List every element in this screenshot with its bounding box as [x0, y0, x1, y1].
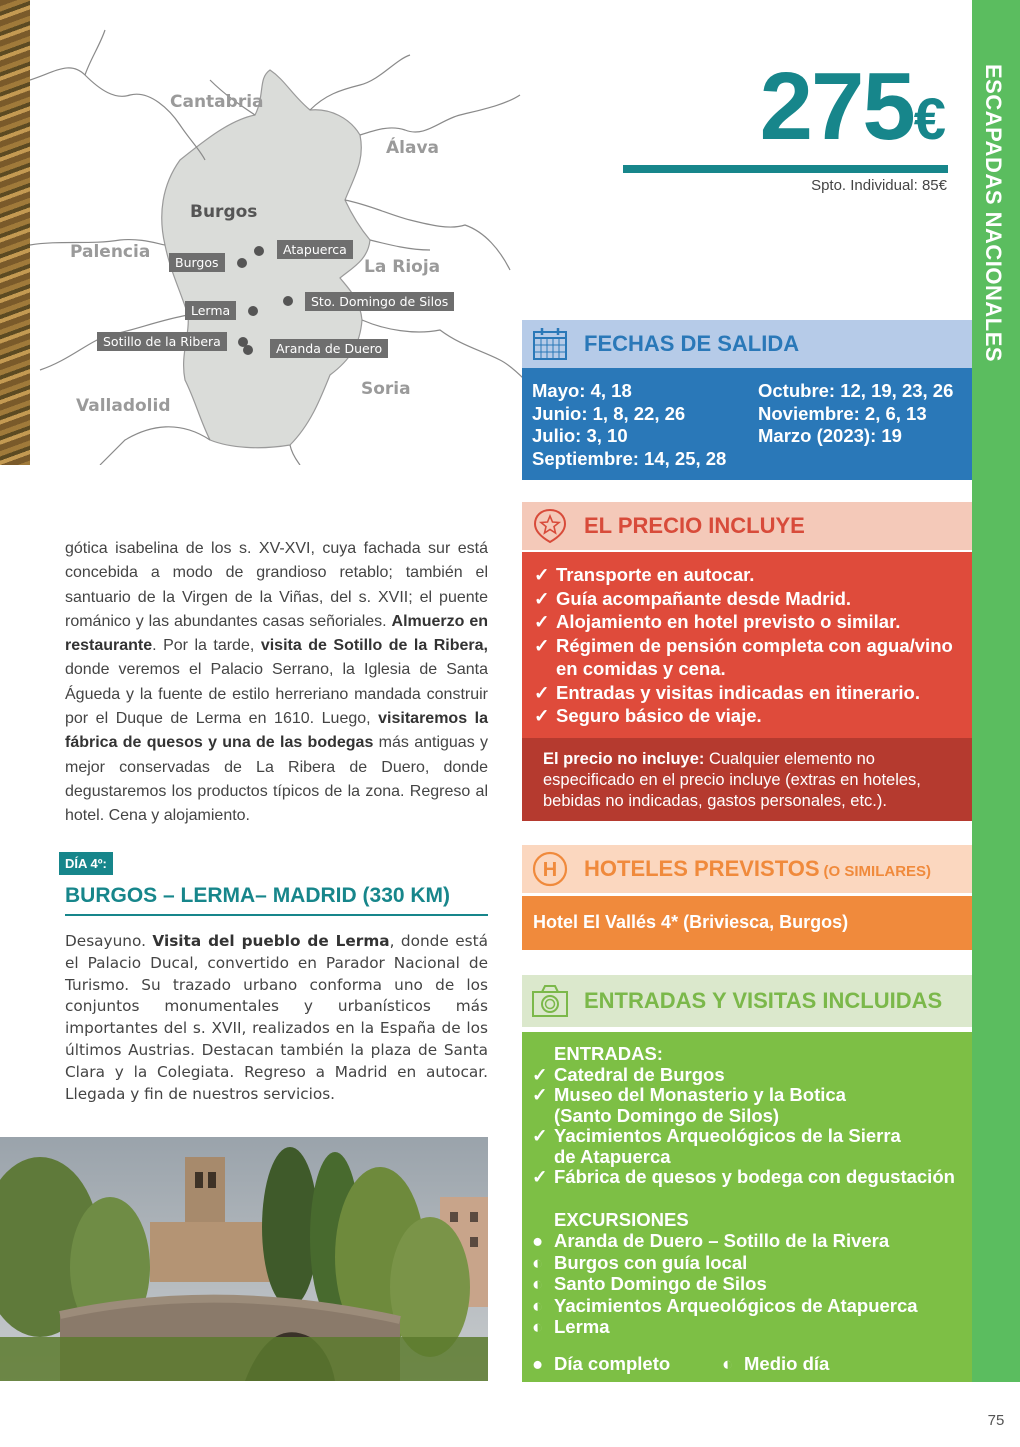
- calendar-icon: [528, 322, 572, 366]
- bold-text-run: visitaremos la fábrica de quesos y una de las bodegas: [65, 710, 488, 752]
- list-item-continuation: de Atapuerca: [554, 1145, 671, 1167]
- date-row: Septiembre: 14, 25, 28: [532, 447, 727, 469]
- page-number: 75: [987, 1412, 1005, 1429]
- date-row: Junio: 1, 8, 22, 26: [532, 402, 686, 424]
- map-place-tag: Sotillo de la Ribera: [97, 332, 227, 351]
- route-map: [30, 0, 525, 465]
- check-icon: ✓: [534, 587, 550, 609]
- section-sidebar: [972, 0, 1020, 1447]
- list-item: ✓ Régimen de pensión completa con agua/vino en comidas y cena.: [534, 634, 953, 679]
- check-icon: ✓: [532, 1166, 548, 1187]
- check-icon: ✓: [532, 1063, 548, 1085]
- map-place-tag: Burgos: [169, 253, 225, 272]
- legend-full-day: Día completo: [554, 1352, 671, 1374]
- hotels-header: [522, 845, 972, 893]
- hotels-title: HOTELES PREVISTOS: [584, 856, 820, 881]
- legend: [532, 1354, 962, 1375]
- price-currency: €: [913, 87, 946, 152]
- date-row: Octubre: 12, 19, 23, 26: [758, 380, 954, 401]
- half-day-icon: ◐: [722, 1352, 734, 1374]
- text-run: donde veremos el Palacio Serrano, la Iglesia de Santa Águeda y la fuente de estilo herreriano mandada construir por el Duque de Lerma en 1610. Luego,: [65, 661, 488, 728]
- list-item: ● Aranda de Duero – Sotillo de la Rivera: [532, 1230, 890, 1251]
- check-icon: ✓: [534, 634, 550, 656]
- map-region-label: Soria: [361, 379, 411, 399]
- excursions-label: EXCURSIONES: [554, 1208, 689, 1230]
- half-day-icon: ◐: [532, 1316, 544, 1337]
- list-item: ◐ Lerma: [532, 1316, 610, 1337]
- text-run: . Por la tarde,: [152, 637, 261, 655]
- camera-icon: [528, 979, 572, 1023]
- entries-label: ENTRADAS:: [554, 1043, 663, 1064]
- visits-title: ENTRADAS Y VISITAS INCLUIDAS: [584, 988, 943, 1013]
- bold-text-run: Visita del pueblo de Lerma: [152, 932, 390, 950]
- departure-dates-list: [522, 368, 972, 480]
- visits-header: [522, 975, 972, 1027]
- map-dot: [248, 306, 258, 316]
- bold-text-run: Almuerzo en restaurante: [65, 612, 489, 655]
- side-photo: [0, 0, 30, 465]
- text-run: Desayuno.: [65, 932, 153, 950]
- half-day-icon: ◐: [532, 1251, 544, 1273]
- list-item: ✓ Seguro básico de viaje.: [534, 705, 762, 726]
- hotel-icon: [528, 847, 572, 891]
- map-region-label: Cantabria: [170, 92, 264, 112]
- half-day-icon: ◐: [532, 1273, 544, 1294]
- map-place-tag: Atapuerca: [277, 240, 353, 259]
- list-item: ✓ Fábrica de quesos y bodega con degustación: [532, 1166, 955, 1187]
- price-underline: [623, 165, 948, 173]
- itinerary-paragraph: [65, 931, 488, 1105]
- check-icon: ✓: [532, 1125, 548, 1146]
- map-region-label: Palencia: [70, 242, 151, 262]
- check-icon: ✓: [534, 705, 550, 726]
- day-title: BURGOS – LERMA– MADRID (330 KM): [65, 884, 488, 916]
- date-row: Mayo: 4, 18: [532, 380, 632, 401]
- list-item: ✓ Guía acompañante desde Madrid.: [534, 587, 852, 609]
- date-row: Noviembre: 2, 6, 13: [758, 402, 927, 424]
- date-row: Marzo (2023): 19: [758, 425, 902, 446]
- check-icon: ✓: [534, 681, 550, 703]
- section-title: ESCAPADAS NACIONALES: [981, 64, 1006, 363]
- map-province-label: Burgos: [190, 202, 258, 222]
- departure-dates-header: [522, 320, 972, 368]
- map-region-label: Valladolid: [76, 396, 171, 416]
- price-excludes-note: [522, 738, 972, 821]
- list-item-continuation: (Santo Domingo de Silos): [554, 1104, 780, 1126]
- price-excludes-text: Cualquier elemento no especificado en el precio incluye (extras en hoteles, bebidas no indicadas, gastos personales, etc.).: [543, 750, 921, 810]
- star-badge-icon: [528, 504, 572, 548]
- bold-text-run: visita de Sotillo de la Ribera,: [260, 637, 488, 655]
- full-day-icon: ●: [532, 1230, 544, 1251]
- list-item: ◐ Yacimientos Arqueológicos de Atapuerca: [532, 1294, 918, 1316]
- text-run: , donde está el Palacio Ducal, convertido en Parador Nacional de Turismo. Su trazado urbano conforma uno de los conjuntos monumentales y urbanísticos más importantes del s. XVII, realizados en la España de los últimos Austrias. Destacan también la plaza de Santa Clara y la Colegiata. Regreso a Madrid en autocar. Llegada y fin de nuestros servicios.: [65, 932, 488, 1103]
- map-dot: [283, 296, 293, 306]
- legend-half-day: Medio día: [744, 1352, 830, 1374]
- price-includes-header: [522, 502, 972, 550]
- itinerary-paragraph: [65, 537, 488, 829]
- price-includes-list: [522, 552, 972, 738]
- date-row: Julio: 3, 10: [532, 425, 628, 446]
- text-run: más antiguas y mejor conservadas de La Ribera de Duero, donde degustaremos los productos típicos de la zona. Regreso al hotel. Cena y alojamiento.: [65, 734, 488, 825]
- price-display: [760, 52, 946, 162]
- svg-text:H: H: [542, 859, 558, 881]
- map-region-label: La Rioja: [364, 257, 441, 277]
- check-icon: ✓: [534, 564, 550, 585]
- list-item: ◐ Burgos con guía local: [532, 1251, 748, 1273]
- map-region-label: Álava: [386, 138, 440, 158]
- hotel-name: Hotel El Vallés 4* (Briviesca, Burgos): [522, 896, 972, 950]
- map-place-tag: Sto. Domingo de Silos: [305, 292, 454, 311]
- list-item: ✓ Museo del Monasterio y la Botica: [532, 1084, 846, 1105]
- list-item: ✓ Alojamiento en hotel previsto o similar.: [534, 611, 901, 632]
- full-day-icon: ●: [532, 1352, 544, 1374]
- price-excludes-label: El precio no incluye:: [543, 750, 705, 768]
- list-item: ✓ Entradas y visitas indicadas en itinerario.: [534, 681, 920, 703]
- hotels-subtitle: (O SIMILARES): [823, 863, 932, 880]
- check-icon: ✓: [532, 1084, 548, 1105]
- half-day-icon: ◐: [532, 1294, 544, 1316]
- single-supplement: Spto. Individual: 85€: [811, 177, 947, 194]
- visits-list: [522, 1032, 972, 1382]
- list-item: ✓ Yacimientos Arqueológicos de la Sierra: [532, 1125, 901, 1146]
- departure-dates-title: FECHAS DE SALIDA: [584, 331, 800, 356]
- day-badge: DÍA 4º:: [59, 852, 113, 875]
- map-dot: [243, 345, 253, 355]
- text-run: gótica isabelina de los s. XV-XVI, cuya fachada sur está concebida a modo de grandioso retablo; también el santuario de la Virgen de la Viñas, del s. XVII; el puente románico y las abundantes casas señoriales.: [65, 540, 488, 630]
- check-icon: ✓: [534, 611, 550, 632]
- map-place-tag: Lerma: [185, 301, 236, 320]
- list-item: ✓ Catedral de Burgos: [532, 1063, 725, 1085]
- price-includes-title: EL PRECIO INCLUYE: [584, 513, 805, 538]
- map-dot: [254, 246, 264, 256]
- map-place-tag: Aranda de Duero: [270, 339, 388, 358]
- list-item: ✓ Transporte en autocar.: [534, 564, 755, 585]
- price-amount: 275: [759, 53, 914, 160]
- map-dot: [237, 258, 247, 268]
- lerma-photo: [0, 1137, 488, 1381]
- list-item: ◐ Santo Domingo de Silos: [532, 1273, 767, 1294]
